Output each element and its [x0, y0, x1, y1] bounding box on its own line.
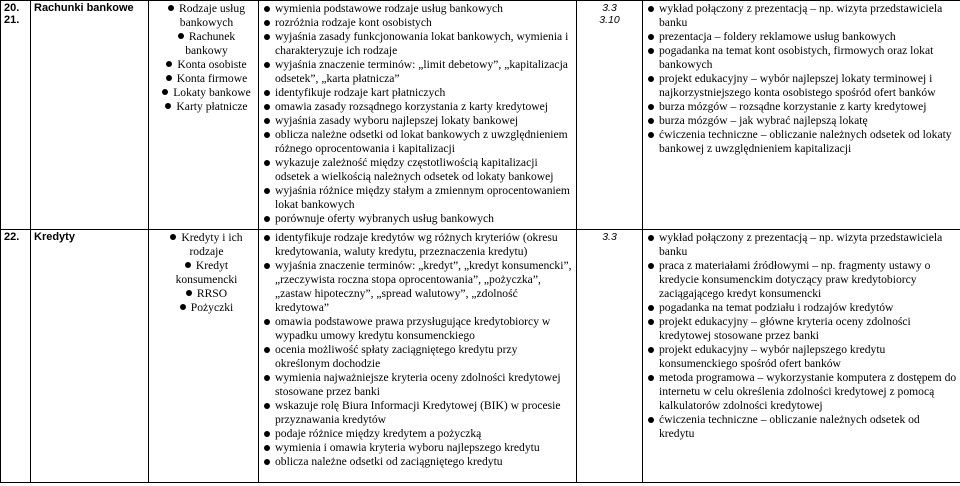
subtopic-item: RRSO [158, 287, 255, 301]
lesson-number [1, 1, 31, 230]
table-row [1, 1, 960, 230]
methods-list [646, 231, 957, 441]
outcome-item: wyjaśnia zasady funkcjonowania lokat bankowych, wymienia i charakteryzuje ich rodzaje [262, 30, 573, 58]
outcome-item: ocenia możliwość spłaty zaciągniętego kredytu przy określonym dochodzie [262, 343, 573, 371]
outcome-item: identyfikuje rodzaje kart płatniczych [262, 86, 573, 100]
curriculum-ref: 3.3 [602, 231, 617, 243]
outcome-item: wymienia i omawia kryteria wyboru najlepszego kredytu [262, 441, 573, 455]
curriculum-ref: 3.3 [602, 2, 617, 14]
outcomes-cell [259, 1, 577, 230]
subtopic-item: Kredyt konsumencki [158, 259, 255, 287]
subtopic-item: Kredyty i ich rodzaje [158, 231, 255, 259]
outcome-item: rozróżnia rodzaje kont osobistych [262, 16, 573, 30]
subtopic-item: Konta osobiste [158, 58, 255, 72]
curriculum-ref-cell [577, 230, 643, 483]
method-item: burza mózgów – jak wybrać najlepszą lokatę [646, 114, 957, 128]
outcomes-cell [259, 230, 577, 483]
subtopic-item: Karty płatnicze [158, 100, 255, 114]
outcome-item: oblicza należne odsetki od lokat bankowych z uwzględnieniem różnego oprocentowania i kapitalizacji [262, 128, 573, 156]
outcome-item: wyjaśnia znaczenie terminów: „limit debetowy”, „kapitalizacja odsetek”, „karta płatnicza” [262, 58, 573, 86]
outcome-item: omawia zasady rozsądnego korzystania z karty kredytowej [262, 100, 573, 114]
outcome-item: oblicza należne odsetki od zaciągniętego kredytu [262, 455, 573, 469]
method-item: ćwiczenia techniczne – obliczanie należnych odsetek od kredytu [646, 413, 957, 441]
outcome-item: wymienia podstawowe rodzaje usług bankowych [262, 2, 573, 16]
table-row [1, 230, 960, 483]
method-item: ćwiczenia techniczne – obliczanie należnych odsetek od lokaty bankowej z uwzględnieniem kapitalizacji [646, 128, 957, 156]
curriculum-ref-cell [577, 1, 643, 230]
method-item: projekt edukacyjny – główne kryteria oceny zdolności kredytowej stosowane przez banki [646, 315, 957, 343]
subtopic-item: Pożyczki [158, 301, 255, 315]
outcome-item: wyjaśnia znaczenie terminów: „kredyt”, „kredyt konsumencki”, „rzeczywista roczna stopa oprocentowania”, „pożyczka”, „zastaw hipoteczny”, „spread walutowy”, „zdolność kredytowa” [262, 259, 573, 315]
subtopic-item: Lokaty bankowe [158, 86, 255, 100]
method-item: wykład połączony z prezentacją – np. wizyta przedstawiciela banku [646, 231, 957, 259]
lesson-number-text: 22. [4, 231, 20, 243]
method-item: pogadanka na temat podziału i rodzajów kredytów [646, 301, 957, 315]
outcome-item: wskazuje rolę Biura Informacji Kredytowej (BIK) w procesie przyznawania kredytów [262, 399, 573, 427]
outcome-item: omawia podstawowe prawa przysługujące kredytobiorcy w wypadku umowy kredytu konsumenckiego [262, 315, 573, 343]
lesson-number [1, 230, 31, 483]
topic-cell [31, 1, 149, 230]
topic-title: Kredyty [34, 231, 75, 243]
outcome-item: wyjaśnia różnice między stałym a zmiennym oprocentowaniem lokat bankowych [262, 184, 573, 212]
subtopics-cell [149, 230, 259, 483]
methods-cell [643, 230, 960, 483]
curriculum-ref: 3.10 [599, 14, 620, 26]
subtopics-cell [149, 1, 259, 230]
outcome-item: wyjaśnia zasady wyboru najlepszej lokaty bankowej [262, 114, 573, 128]
method-item: projekt edukacyjny – wybór najlepszego kredytu konsumenckiego spośród ofert banków [646, 343, 957, 371]
outcome-item: podaje różnice między kredytem a pożyczką [262, 427, 573, 441]
method-item: metoda programowa – wykorzystanie komputera z dostępem do internetu w celu określenia zdolności kredytowej z pomocą kalkulatorów zdolności kredytowej [646, 371, 957, 413]
topic-cell [31, 230, 149, 483]
subtopics-list [152, 231, 255, 315]
outcome-item: porównuje oferty wybranych usług bankowych [262, 212, 573, 226]
methods-cell [643, 1, 960, 230]
method-item: wykład połączony z prezentacją – np. wizyta przedstawiciela banku [646, 2, 957, 30]
outcome-item: wymienia najważniejsze kryteria oceny zdolności kredytowej stosowane przez banki [262, 371, 573, 399]
lesson-number-text: 20. 21. [4, 2, 20, 26]
method-item: projekt edukacyjny – wybór najlepszej lokaty terminowej i najkorzystniejszego konta osobistego spośród ofert banków [646, 72, 957, 100]
subtopic-item: Konta firmowe [158, 72, 255, 86]
subtopic-item: Rodzaje usług bankowych [158, 2, 255, 30]
method-item: burza mózgów – rozsądne korzystanie z karty kredytowej [646, 100, 957, 114]
outcome-item: identyfikuje rodzaje kredytów wg różnych kryteriów (okresu kredytowania, waluty kredytu, przeznaczenia kredytu) [262, 231, 573, 259]
topic-title: Rachunki bankowe [34, 2, 134, 14]
method-item: pogadanka na temat kont osobistych, firmowych oraz lokat bankowych [646, 44, 957, 72]
subtopic-item: Rachunek bankowy [158, 30, 255, 58]
subtopics-list [152, 2, 255, 114]
outcomes-list [262, 2, 573, 226]
outcomes-list [262, 231, 573, 469]
method-item: prezentacja – foldery reklamowe usług bankowych [646, 30, 957, 44]
method-item: praca z materiałami źródłowymi – np. fragmenty ustawy o kredycie konsumenckim dotyczący praw kredytobiorcy zaciągającego kredyt konsumencki [646, 259, 957, 301]
outcome-item: wykazuje zależność między częstotliwością kapitalizacji odsetek a wielkością należnych odsetek od lokaty bankowej [262, 156, 573, 184]
methods-list [646, 2, 957, 156]
